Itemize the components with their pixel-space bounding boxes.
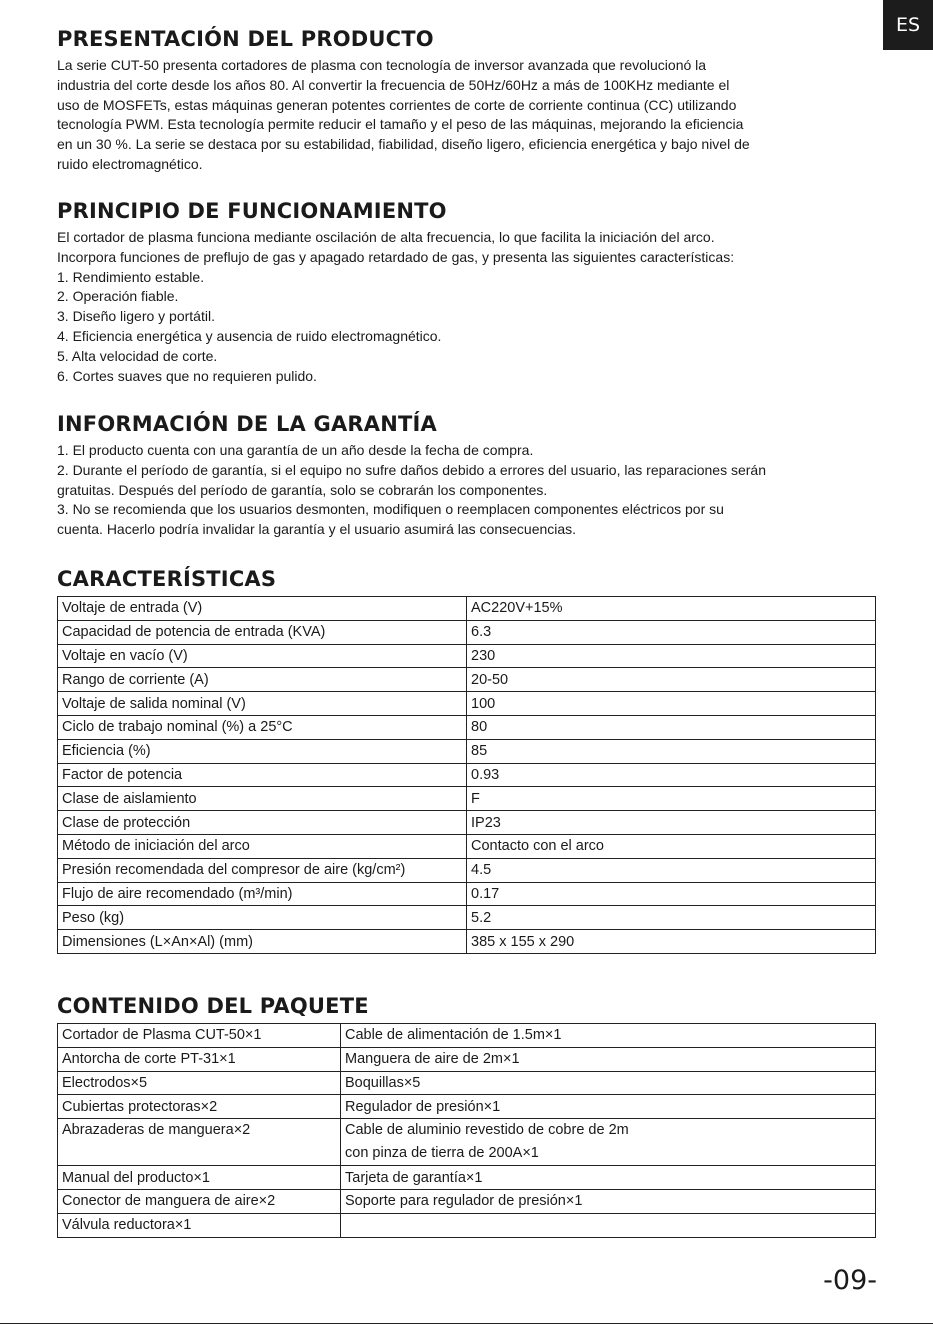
warranty-section: [57, 412, 887, 540]
spec-label: Dimensiones (L×An×Al) (mm): [58, 930, 467, 954]
spec-value: 230: [467, 644, 876, 668]
principle-body: [57, 228, 887, 386]
table-row: [58, 1119, 876, 1166]
package-contents-table: [57, 1023, 876, 1238]
warranty-body: [57, 441, 887, 540]
table-row: [58, 644, 876, 668]
table-row: [58, 739, 876, 763]
body-line: 3. No se recomienda que los usuarios desmonten, modifiquen o reemplacen componentes eléctricos por su: [57, 501, 724, 518]
package-item: Boquillas×5: [341, 1071, 876, 1095]
body-line: La serie CUT-50 presenta cortadores de plasma con tecnología de inversor avanzada que revolucionó la: [57, 57, 707, 73]
table-row: [58, 930, 876, 954]
table-row: [58, 1047, 876, 1071]
spec-value: AC220V+15%: [467, 597, 876, 621]
package-item: Cable de alimentación de 1.5m×1: [341, 1024, 876, 1048]
spec-value: 4.5: [467, 858, 876, 882]
feature-list-item: 2. Operación fiable.: [57, 288, 179, 305]
feature-list-item: 4. Eficiencia energética y ausencia de ruido electromagnético.: [57, 327, 442, 344]
spec-label: Clase de aislamiento: [58, 787, 467, 811]
spec-label: Flujo de aire recomendado (m³/min): [58, 882, 467, 906]
table-row: [58, 692, 876, 716]
section-title-specs: CARACTERÍSTICAS: [57, 567, 277, 591]
spec-label: Ciclo de trabajo nominal (%) a 25°C: [58, 715, 467, 739]
spec-label: Factor de potencia: [58, 763, 467, 787]
table-row: [58, 715, 876, 739]
spec-label: Voltaje de entrada (V): [58, 597, 467, 621]
package-contents-section: [57, 994, 887, 1238]
product-presentation-section: [57, 27, 887, 175]
spec-value: 80: [467, 715, 876, 739]
feature-list-item: 1. Rendimiento estable.: [57, 268, 205, 285]
section-title-presentation: PRESENTACIÓN DEL PRODUCTO: [57, 27, 434, 51]
table-row: [58, 787, 876, 811]
table-row: [58, 1189, 876, 1213]
body-line: cuenta. Hacerlo podría invalidar la garantía y el usuario asumirá las consecuencias.: [57, 521, 577, 538]
specifications-section: [57, 567, 887, 954]
spec-label: Peso (kg): [58, 906, 467, 930]
section-title-warranty: INFORMACIÓN DE LA GARANTÍA: [57, 412, 437, 436]
spec-value: 85: [467, 739, 876, 763]
spec-value: 385 x 155 x 290: [467, 930, 876, 954]
table-row: [58, 858, 876, 882]
spec-label: Voltaje en vacío (V): [58, 644, 467, 668]
spec-label: Voltaje de salida nominal (V): [58, 692, 467, 716]
spec-value: IP23: [467, 811, 876, 835]
package-item: Manual del producto×1: [58, 1166, 341, 1190]
body-line: ruido electromagnético.: [57, 155, 203, 172]
table-row: [58, 620, 876, 644]
package-item: Electrodos×5: [58, 1071, 341, 1095]
presentation-body: [57, 56, 887, 175]
spec-value: 0.93: [467, 763, 876, 787]
package-item: Cortador de Plasma CUT-50×1: [58, 1024, 341, 1048]
body-line: Incorpora funciones de preflujo de gas y apagado retardado de gas, y presenta las siguientes características:: [57, 248, 735, 265]
body-line: tecnología PWM. Esta tecnología permite reducir el tamaño y el peso de las máquinas, mejorando la eficiencia: [57, 116, 744, 133]
spec-label: Capacidad de potencia de entrada (KVA): [58, 620, 467, 644]
body-line: 1. El producto cuenta con una garantía de un año desde la fecha de compra.: [57, 442, 534, 458]
table-row: [58, 811, 876, 835]
spec-value: 0.17: [467, 882, 876, 906]
language-tab: ES: [883, 0, 933, 50]
feature-list-item: 5. Alta velocidad de corte.: [57, 347, 218, 364]
body-line: industria del corte desde los años 80. Al convertir la frecuencia de 50Hz/60Hz a más de 100KHz mediante el: [57, 76, 730, 93]
package-item: Antorcha de corte PT-31×1: [58, 1047, 341, 1071]
spec-value: Contacto con el arco: [467, 834, 876, 858]
package-item: Tarjeta de garantía×1: [341, 1166, 876, 1190]
table-row: [58, 906, 876, 930]
body-line: gratuitas. Después del período de garantía, solo se cobrarán los componentes.: [57, 481, 548, 498]
table-row: [58, 882, 876, 906]
package-item: [341, 1213, 876, 1237]
spec-label: Método de iniciación del arco: [58, 834, 467, 858]
table-row: [58, 1166, 876, 1190]
package-item: Cubiertas protectoras×2: [58, 1095, 341, 1119]
table-row: [58, 1213, 876, 1237]
page-number: -09-: [823, 1265, 877, 1296]
spec-value: 5.2: [467, 906, 876, 930]
section-title-package: CONTENIDO DEL PAQUETE: [57, 994, 369, 1018]
package-item: Regulador de presión×1: [341, 1095, 876, 1119]
feature-list-item: 6. Cortes suaves que no requieren pulido.: [57, 367, 317, 384]
body-line: 2. Durante el período de garantía, si el equipo no sufre daños debido a errores del usuario, las reparaciones serán: [57, 461, 767, 478]
spec-value: 6.3: [467, 620, 876, 644]
spec-value: 20-50: [467, 668, 876, 692]
package-item: Conector de manguera de aire×2: [58, 1189, 341, 1213]
spec-value: F: [467, 787, 876, 811]
table-row: [58, 668, 876, 692]
table-row: [58, 1024, 876, 1048]
package-item: Abrazaderas de manguera×2: [58, 1119, 341, 1166]
spec-label: Clase de protección: [58, 811, 467, 835]
body-line: uso de MOSFETs, estas máquinas generan potentes corrientes de corte de corriente continua (CC) utilizando: [57, 96, 737, 113]
body-line: El cortador de plasma funciona mediante oscilación de alta frecuencia, lo que facilita la iniciación del arco.: [57, 229, 715, 245]
section-title-principle: PRINCIPIO DE FUNCIONAMIENTO: [57, 199, 447, 223]
feature-list-item: 3. Diseño ligero y portátil.: [57, 308, 215, 325]
spec-label: Eficiencia (%): [58, 739, 467, 763]
table-row: [58, 1071, 876, 1095]
table-row: [58, 597, 876, 621]
spec-label: Rango de corriente (A): [58, 668, 467, 692]
table-row: [58, 1095, 876, 1119]
package-item: Válvula reductora×1: [58, 1213, 341, 1237]
spec-label: Presión recomendada del compresor de aire (kg/cm²): [58, 858, 467, 882]
operating-principle-section: [57, 199, 887, 386]
package-item: Soporte para regulador de presión×1: [341, 1189, 876, 1213]
specifications-table: [57, 596, 876, 954]
table-row: [58, 763, 876, 787]
body-line: en un 30 %. La serie se destaca por su estabilidad, fiabilidad, diseño ligero, eficiencia energética y bajo nivel de: [57, 136, 750, 153]
spec-value: 100: [467, 692, 876, 716]
package-item: Manguera de aire de 2m×1: [341, 1047, 876, 1071]
package-item: Cable de aluminio revestido de cobre de 2m con pinza de tierra de 200A×1: [341, 1119, 876, 1166]
table-row: [58, 834, 876, 858]
